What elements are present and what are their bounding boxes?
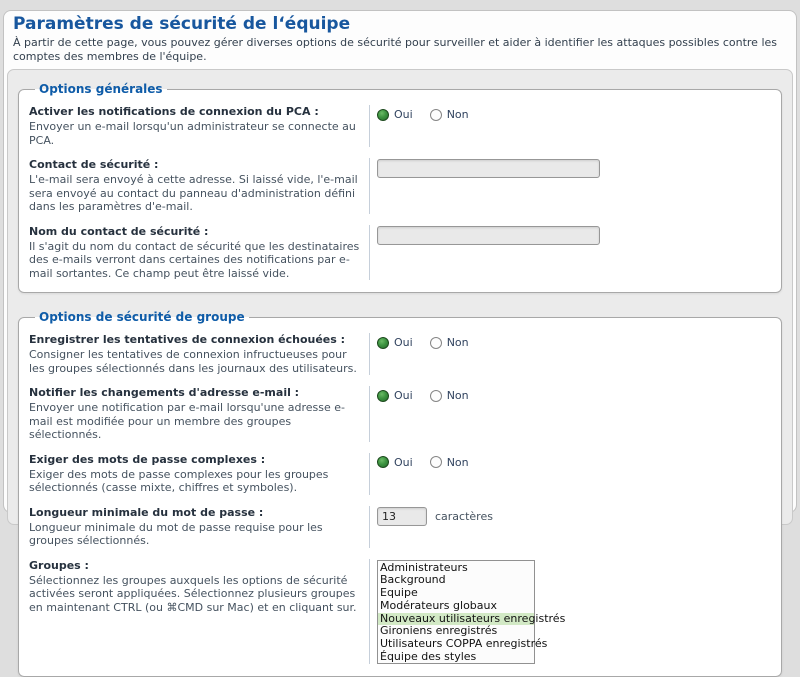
fieldset-group-security-options-legend: Options de sécurité de groupe xyxy=(39,310,245,324)
complex-passwords-no-label[interactable]: Non xyxy=(446,455,469,469)
pca-login-notifications-no-label[interactable]: Non xyxy=(446,108,469,121)
group-option-nouveaux-utilisateurs-enregistres[interactable]: Nouveaux utilisateurs enregistrés xyxy=(380,611,566,625)
email-change-notify-desc: Envoyer une notification par e-mail lorsqu'une adresse e-mail est modifiée pour un membre des groupes sélectionnés. xyxy=(29,401,346,441)
complex-passwords-label: Exiger des mots de passe complexes : xyxy=(29,452,266,466)
row-security-contact xyxy=(29,158,769,214)
page-title: Paramètres de sécurité de l‘équipe xyxy=(13,14,351,34)
fieldset-general-options xyxy=(18,82,782,293)
group-option-utilisateurs-coppa-enregistres[interactable]: Utilisateurs COPPA enregistrés xyxy=(380,637,548,651)
pca-login-notifications-label: Activer les notifications de connexion du PCA : xyxy=(29,105,319,118)
group-option-equipe-des-styles[interactable]: Équipe des styles xyxy=(380,650,477,664)
log-failed-logins-no-radio[interactable] xyxy=(430,337,442,349)
fieldset-group-security-options xyxy=(18,310,782,677)
pca-login-notifications-no-radio[interactable] xyxy=(430,109,442,121)
complex-passwords-yes-label[interactable]: Oui xyxy=(394,455,413,469)
security-contact-desc: L'e-mail sera envoyé à cette adresse. Si laissé vide, l'e-mail sera envoyé au contact du panneau d'administration défini dans les paramètres d'e-mail. xyxy=(29,173,358,213)
log-failed-logins-desc: Consigner les tentatives de connexion infructueuses pour les groupes sélectionnés dans les journaux des utilisateurs. xyxy=(29,348,357,375)
log-failed-logins-no-label[interactable]: Non xyxy=(446,336,469,349)
page-header xyxy=(4,11,796,64)
row-pca-login-notifications xyxy=(29,105,769,147)
group-option-background[interactable]: Background xyxy=(380,573,446,587)
security-contact-input[interactable] xyxy=(377,159,600,178)
row-complex-passwords xyxy=(29,453,769,495)
pca-login-notifications-desc: Envoyer un e-mail lorsqu'un administrateur se connecte au PCA. xyxy=(29,120,356,147)
content-panel xyxy=(3,10,797,664)
email-change-notify-no-radio[interactable] xyxy=(430,390,442,402)
complex-passwords-no-radio[interactable] xyxy=(430,456,442,468)
groups-multiselect[interactable] xyxy=(377,560,566,664)
security-settings-form xyxy=(7,69,793,664)
group-option-equipe[interactable]: Equipe xyxy=(380,586,418,600)
email-change-notify-yes-label[interactable]: Oui xyxy=(394,389,413,402)
pca-login-notifications-yes-radio[interactable] xyxy=(377,109,389,121)
security-contact-label: Contact de sécurité : xyxy=(29,158,159,171)
fieldset-general-options-legend: Options générales xyxy=(39,82,163,96)
pca-login-notifications-yes-label[interactable]: Oui xyxy=(394,108,413,121)
min-password-length-label: Longueur minimale du mot de passe : xyxy=(29,505,264,519)
email-change-notify-no-label[interactable]: Non xyxy=(446,389,469,402)
security-contact-name-label: Nom du contact de sécurité : xyxy=(29,224,209,238)
complex-passwords-desc: Exiger des mots de passe complexes pour les groupes sélectionnés (casse mixte, chiffres et symboles). xyxy=(29,467,329,494)
page-subtitle: À partir de cette page, vous pouvez gérer diverses options de sécurité pour surveiller et aider à identifier les attaques possibles contre les comptes des membres de l'équipe. xyxy=(13,36,777,63)
group-option-administrateurs[interactable]: Administrateurs xyxy=(380,560,468,574)
min-password-length-desc: Longueur minimale du mot de passe requise pour les groupes sélectionnés. xyxy=(29,520,323,547)
min-password-length-input[interactable] xyxy=(377,507,427,526)
min-password-length-suffix: caractères xyxy=(435,509,493,523)
group-option-gironiens-enregistres[interactable]: Gironiens enregistrés xyxy=(380,624,498,638)
log-failed-logins-label: Enregistrer les tentatives de connexion échouées : xyxy=(29,333,346,346)
security-contact-name-input[interactable] xyxy=(377,226,600,245)
row-email-change-notify xyxy=(29,386,769,442)
row-groups xyxy=(29,559,769,664)
groups-label: Groupes : xyxy=(29,558,89,572)
row-min-password-length xyxy=(29,506,769,548)
log-failed-logins-yes-label[interactable]: Oui xyxy=(394,336,413,349)
email-change-notify-yes-radio[interactable] xyxy=(377,390,389,402)
groups-desc: Sélectionnez les groupes auxquels les options de sécurité activées seront appliquées. Sélectionnez plusieurs groupes en maintenant CTRL (ou ⌘CMD sur Mac) et en cliquant sur. xyxy=(29,573,357,614)
email-change-notify-label: Notifier les changements d'adresse e-mail : xyxy=(29,386,300,399)
row-log-failed-logins xyxy=(29,333,769,375)
security-contact-name-desc: Il s'agit du nom du contact de sécurité que les destinataires des e-mails verront dans certaines des notifications par e-mail sortantes. Ce champ peut être laissé vide. xyxy=(29,239,360,280)
group-option-moderateurs-globaux[interactable]: Modérateurs globaux xyxy=(380,598,498,612)
complex-passwords-yes-radio[interactable] xyxy=(377,456,389,468)
row-security-contact-name xyxy=(29,225,769,281)
log-failed-logins-yes-radio[interactable] xyxy=(377,337,389,349)
